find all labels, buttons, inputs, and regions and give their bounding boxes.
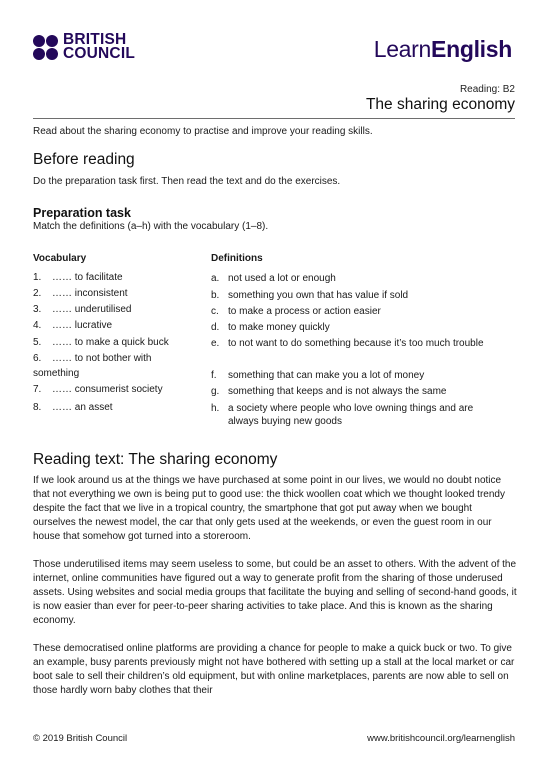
vocab-item: 3. …… underutilised xyxy=(33,304,132,315)
footer-url: www.britishcouncil.org/learnenglish xyxy=(367,733,515,744)
definition-item: a. not used a lot or enough xyxy=(211,273,336,284)
definition-item: c. to make a process or action easier xyxy=(211,306,381,317)
definition-item: f. something that can make you a lot of money xyxy=(211,370,425,381)
footer-copyright: © 2019 British Council xyxy=(33,733,128,744)
reading-text-heading: Reading text: The sharing economy xyxy=(33,451,278,468)
definition-item: d. to make money quickly xyxy=(211,322,330,333)
reading-paragraph: If we look around us at the things we have purchased at some point in our lives, we would no doubt notice that not everything we own is being put to good use: the thick woollen coat which we thought looked trendy despite the fact that we live in a tropical country, the smartphone that got put away when we bought ourselves the newest model, the car that only gets used at the weekends, or even the guest room in our house that somehow got turned into a storeroom. xyxy=(33,475,505,542)
logo-line-1: BRITISH xyxy=(63,31,127,48)
definition-item: b. something you own that has value if sold xyxy=(211,290,409,301)
vocab-item: 7. …… consumerist society xyxy=(33,384,163,395)
intro-text: Read about the sharing economy to practise and improve your reading skills. xyxy=(33,126,373,137)
vocab-item: 4. …… lucrative xyxy=(33,320,113,331)
reading-paragraph: These democratised online platforms are providing a chance for people to make a quick buck or two. To give an example, busy parents previously might not have bothered with setting up a stall at the local market or car boot sale to sell their children’s old equipment, but with online marketplaces, parents are now able to sell on those hardly worn baby clothes that their xyxy=(33,643,515,696)
level-label: Reading: B2 xyxy=(459,84,515,95)
before-reading-heading: Before reading xyxy=(33,151,135,168)
british-council-logo xyxy=(33,33,135,61)
vocab-item: 6. …… to not bother with something xyxy=(33,353,152,379)
logo-line-2: COUNCIL xyxy=(63,45,136,62)
definition-item: e. to not want to do something because it’s too much trouble xyxy=(211,338,484,349)
vocab-item: 2. …… inconsistent xyxy=(33,288,128,299)
vocab-item: 1. …… to facilitate xyxy=(33,272,123,283)
definition-item: h. a society where people who love owning things and are always buying new goods xyxy=(211,403,474,427)
vocab-item: 8. …… an asset xyxy=(33,402,113,413)
learnenglish-logo: LearnEnglish xyxy=(373,36,512,62)
reading-paragraph: Those underutilised items may seem useless to some, but could be an asset to others. With the advent of the internet, online communities have figured out a way to generate profit from the sharing of those underused assets. Using websites and social media groups that facilitate the buying and selling of second-hand goods, it is now easier than ever for peer-to-peer sharing activities to take place. And this is known as the sharing economy. xyxy=(33,559,517,626)
definition-item: g. something that keeps and is not always the same xyxy=(211,386,447,397)
page-title: The sharing economy xyxy=(365,96,515,113)
before-reading-text: Do the preparation task first. Then read the text and do the exercises. xyxy=(33,176,341,187)
header-divider xyxy=(33,118,515,119)
preparation-heading: Preparation task xyxy=(33,206,131,220)
preparation-instruction: Match the definitions (a–h) with the vocabulary (1–8). xyxy=(33,221,269,232)
vocabulary-column-heading: Vocabulary xyxy=(33,253,87,264)
definitions-column-heading: Definitions xyxy=(211,253,263,264)
british-council-dots-icon xyxy=(33,35,58,60)
vocab-item: 5. …… to make a quick buck xyxy=(33,337,169,348)
